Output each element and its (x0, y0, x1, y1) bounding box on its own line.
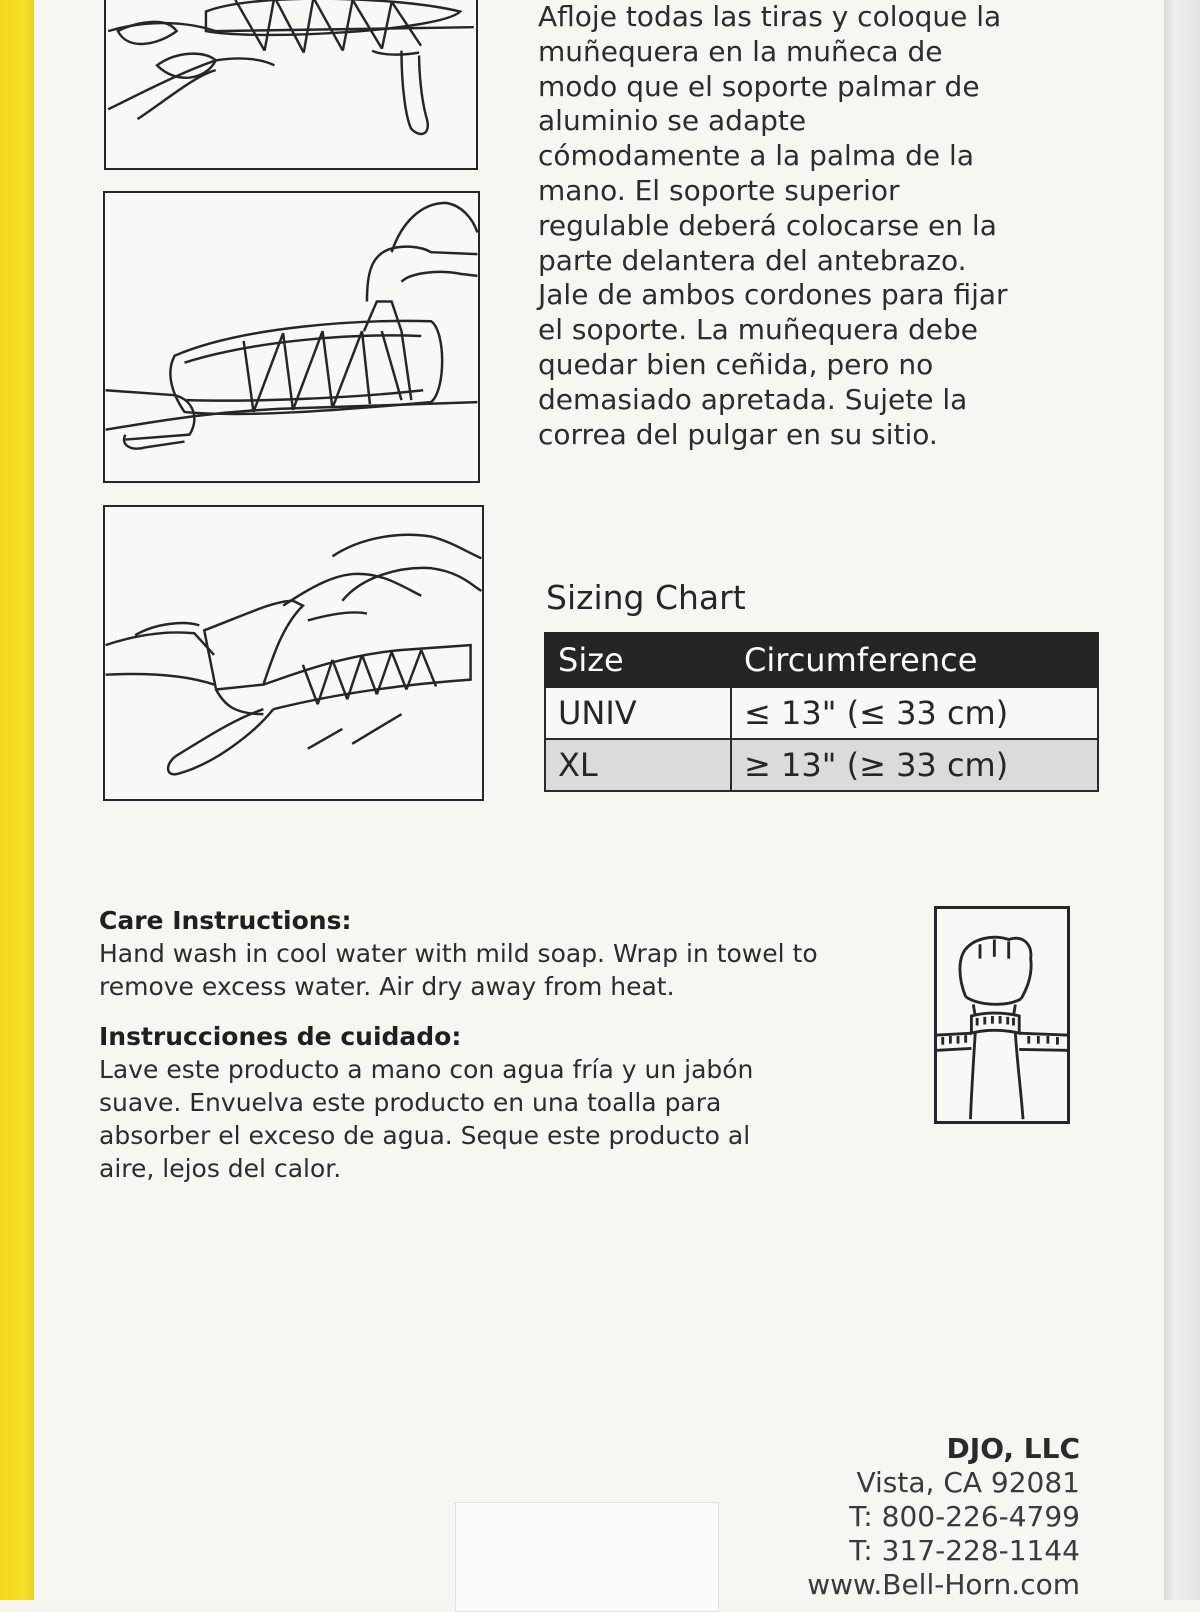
care-heading-es: Instrucciones de cuidado: (99, 1022, 462, 1051)
table-row (545, 687, 1098, 739)
company-name: DJO, LLC (946, 1432, 1080, 1465)
care-instructions-es (99, 1020, 799, 1185)
hand-lacing-icon (106, 0, 476, 168)
table-row (545, 739, 1098, 791)
wrist-measurement-icon (934, 906, 1070, 1124)
care-body-es: Lave este producto a mano con agua fría y un jabón suave. Envuelva este producto en una toalla para absorber el exceso de agua. Seque este producto al aire, lejos del calor. (99, 1055, 754, 1183)
company-phone-1: T: 800-226-4799 (849, 1500, 1080, 1533)
care-body-en: Hand wash in cool water with mild soap. Wrap in towel to remove excess water. Air dry away from heat. (99, 939, 818, 1001)
application-instructions-es: Afloje todas las tiras y coloque la muñequera en la muñeca de modo que el soporte palmar de aluminio se adapte cómodamente a la palma de la mano. El soporte superior regulable deberá colocarse en la parte delantera del antebrazo. Jale de ambos cordones para fijar el soporte. La muñequera debe quedar bien ceñida, pero no demasiado apretada. Sujete la correa del pulgar en su sitio. (538, 0, 1008, 451)
company-contact (807, 1432, 1080, 1602)
circumference-cell: ≥ 13" (≥ 33 cm) (731, 739, 1098, 791)
yellow-package-edge (0, 0, 34, 1600)
thumb-strap-icon (105, 507, 482, 799)
tighten-laces-icon (105, 193, 478, 481)
size-column-header: Size (545, 633, 731, 687)
step-illustration-1 (104, 0, 478, 170)
company-city: Vista, CA 92081 (856, 1466, 1080, 1499)
circumference-cell: ≤ 13" (≤ 33 cm) (731, 687, 1098, 739)
sizing-header-row (545, 633, 1098, 687)
sizing-chart-table (544, 632, 1099, 792)
size-cell: XL (545, 739, 731, 791)
size-cell: UNIV (545, 687, 731, 739)
package-fold-edge (1164, 0, 1200, 1600)
label-patch (455, 1502, 719, 1612)
step-illustration-3 (103, 505, 484, 801)
care-heading-en: Care Instructions: (99, 906, 352, 935)
company-website[interactable]: www.Bell-Horn.com (807, 1568, 1080, 1601)
care-instructions-en (99, 904, 859, 1003)
step-illustration-2 (103, 191, 480, 483)
sizing-chart-title: Sizing Chart (546, 578, 746, 617)
circumference-column-header: Circumference (731, 633, 1098, 687)
company-phone-2: T: 317-228-1144 (849, 1534, 1080, 1567)
